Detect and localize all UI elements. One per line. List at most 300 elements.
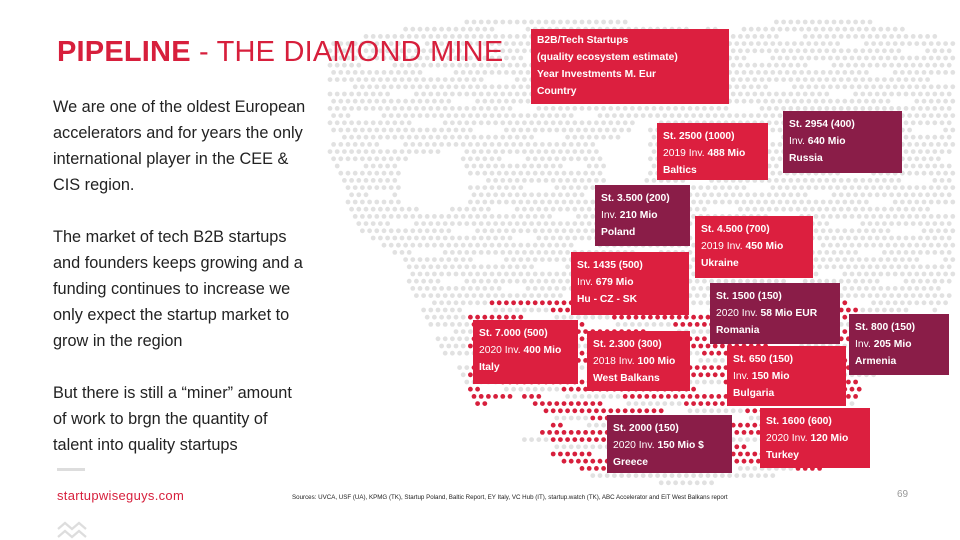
map-dot [940,178,945,183]
map-dot [486,394,491,399]
map-dot [583,315,588,320]
map-dot [868,48,873,53]
map-dot [338,171,343,176]
map-dot [554,430,559,435]
map-dot [418,272,423,277]
map-dot [864,185,869,190]
map-dot [911,135,916,140]
map-dot [936,113,941,118]
map-dot [774,178,779,183]
map-dot [630,120,635,125]
map-dot [900,56,905,61]
map-dot [630,106,635,111]
map-dot [684,113,689,118]
map-dot [497,315,502,320]
map-dot [580,336,585,341]
map-dot [904,250,909,255]
map-dot [529,192,534,197]
map-dot [835,70,840,75]
map-dot [410,27,415,32]
map-dot [583,444,588,449]
map-dot [526,214,531,219]
map-dot [493,149,498,154]
map-dot [526,128,531,133]
map-dot [436,77,441,82]
map-dot [839,48,844,53]
map-dot [598,401,603,406]
map-dot [562,300,567,305]
investment-value: 679 Mio [595,277,634,288]
map-dot [590,171,595,176]
map-dot [385,178,390,183]
map-dot [914,200,919,205]
map-dot [634,401,639,406]
map-dot [590,128,595,133]
map-dot [878,84,883,89]
map-dot [464,106,469,111]
map-dot [551,293,556,298]
map-dot [414,77,419,82]
map-dot [745,192,750,197]
map-dot [821,228,826,233]
map-dot [835,200,840,205]
map-dot [508,192,513,197]
map-dot [850,286,855,291]
map-dot [385,221,390,226]
map-dot [814,228,819,233]
map-dot [547,272,552,277]
map-dot [652,164,657,169]
map-dot [788,92,793,97]
map-dot [839,20,844,25]
map-dot [853,34,858,39]
map-dot [623,408,628,413]
map-dot [598,430,603,435]
map-dot [907,214,912,219]
map-dot [889,178,894,183]
map-dot [580,380,585,385]
map-dot [472,279,477,284]
map-dot [770,200,775,205]
map-dot [536,279,541,284]
map-dot [846,293,851,298]
map-dot [918,77,923,82]
map-dot [648,473,653,478]
map-dot [572,207,577,212]
map-dot [803,34,808,39]
map-dot [544,236,549,241]
map-dot [540,300,545,305]
map-dot [796,20,801,25]
investment-label: Inv. [741,308,758,319]
map-dot [594,437,599,442]
map-dot [457,120,462,125]
map-dot [551,178,556,183]
map-dot [536,164,541,169]
map-dot [360,70,365,75]
map-dot [911,293,916,298]
map-dot [558,221,563,226]
map-dot [522,293,527,298]
map-dot [457,135,462,140]
map-dot [889,264,894,269]
map-dot [572,120,577,125]
map-dot [925,293,930,298]
map-dot [914,56,919,61]
map-dot [900,84,905,89]
map-dot [864,41,869,46]
map-dot [914,214,919,219]
map-dot [850,401,855,406]
map-dot [932,48,937,53]
map-dot [850,99,855,104]
map-dot [504,272,509,277]
map-dot [875,236,880,241]
map-dot [526,300,531,305]
region-name: West Balkans [593,373,660,384]
map-dot [868,264,873,269]
map-dot [389,171,394,176]
map-dot [421,308,426,313]
map-dot [803,20,808,25]
map-dot [562,286,567,291]
map-dot [328,92,333,97]
map-dot [594,423,599,428]
map-dot [382,185,387,190]
map-dot [479,92,484,97]
map-dot [684,473,689,478]
map-dot [932,106,937,111]
map-dot [356,149,361,154]
map-dot [569,416,574,421]
map-dot [889,34,894,39]
map-dot [882,250,887,255]
map-dot [821,257,826,262]
map-dot [605,128,610,133]
map-dot [587,408,592,413]
map-dot [403,257,408,262]
map-dot [511,113,516,118]
map-dot [425,243,430,248]
map-dot [529,221,534,226]
map-dot [407,120,412,125]
investment-line [855,336,943,353]
map-dot [432,243,437,248]
map-dot [583,228,588,233]
map-dot [893,84,898,89]
map-dot [936,185,941,190]
map-dot [817,20,822,25]
map-dot [806,84,811,89]
map-dot [364,77,369,82]
map-dot [886,84,891,89]
map-dot [569,142,574,147]
map-dot [504,142,509,147]
map-dot [907,272,912,277]
map-dot [335,149,340,154]
map-dot [742,430,747,435]
map-dot [349,92,354,97]
map-dot [688,480,693,485]
map-dot [641,113,646,118]
investment-value: 450 Mio [745,241,784,252]
map-dot [360,171,365,176]
map-dot [598,459,603,464]
map-dot [896,92,901,97]
map-dot [817,264,822,269]
map-dot [371,92,376,97]
map-dot [482,286,487,291]
map-dot [734,430,739,435]
map-dot [529,178,534,183]
map-dot [904,149,909,154]
map-dot [504,257,509,262]
map-dot [785,41,790,46]
map-dot [868,308,873,313]
map-dot [792,200,797,205]
map-dot [508,164,513,169]
map-dot [364,120,369,125]
investment-value: 488 Mio [707,148,746,159]
map-dot [500,308,505,313]
map-dot [922,84,927,89]
map-dot [439,142,444,147]
map-dot [835,27,840,32]
map-dot [518,171,523,176]
map-dot [544,106,549,111]
map-dot [547,387,552,392]
map-dot [846,308,851,313]
map-dot [594,164,599,169]
map-dot [828,99,833,104]
map-dot [619,128,624,133]
map-dot [511,300,516,305]
map-dot [943,300,948,305]
map-dot [720,473,725,478]
map-dot [752,77,757,82]
map-dot [821,70,826,75]
map-dot [889,48,894,53]
map-dot [392,77,397,82]
map-dot [713,200,718,205]
map-dot [853,77,858,82]
map-dot [947,106,952,111]
map-dot [410,99,415,104]
map-dot [594,466,599,471]
map-dot [587,394,592,399]
map-dot [515,308,520,313]
website-link[interactable]: startupwiseguys.com [57,488,185,503]
map-dot [846,279,851,284]
region-box-ukraine [695,216,813,278]
investment-year: 2020 [479,345,502,356]
map-dot [461,113,466,118]
map-dot [878,56,883,61]
map-dot [475,185,480,190]
map-dot [799,84,804,89]
map-dot [832,192,837,197]
map-dot [472,77,477,82]
map-dot [515,77,520,82]
map-dot [425,315,430,320]
map-dot [497,272,502,277]
map-dot [745,437,750,442]
map-dot [889,92,894,97]
map-dot [929,171,934,176]
map-dot [698,185,703,190]
map-dot [929,243,934,248]
map-dot [702,408,707,413]
map-dot [799,56,804,61]
map-dot [443,322,448,327]
map-dot [781,48,786,53]
map-dot [619,113,624,118]
map-dot [580,192,585,197]
investment-label: Inv. [618,356,635,367]
map-dot [454,113,459,118]
market-paragraph: The market of tech B2B startups and founders keeps growing and a funding continues to increase we only expect the startup market to grow in the region [53,228,303,350]
map-dot [943,200,948,205]
map-dot [490,27,495,32]
map-dot [774,92,779,97]
map-dot [770,113,775,118]
map-dot [850,243,855,248]
map-dot [403,27,408,32]
map-dot [511,84,516,89]
map-dot [763,84,768,89]
map-dot [536,120,541,125]
map-dot [403,113,408,118]
map-dot [598,473,603,478]
map-dot [594,149,599,154]
map-dot [576,315,581,320]
map-dot [731,408,736,413]
map-dot [346,185,351,190]
map-dot [749,84,754,89]
map-dot [835,257,840,262]
map-dot [806,200,811,205]
map-dot [540,128,545,133]
map-dot [929,300,934,305]
map-dot [392,207,397,212]
region-box-greece [607,415,732,473]
map-dot [464,92,469,97]
map-dot [558,293,563,298]
chevron-up-icon [56,519,88,540]
map-dot [454,272,459,277]
map-dot [590,142,595,147]
map-dot [943,171,948,176]
map-dot [547,142,552,147]
map-dot [328,77,333,82]
map-dot [828,27,833,32]
map-dot [842,329,847,334]
map-dot [410,142,415,147]
map-dot [828,214,833,219]
map-dot [533,128,538,133]
map-dot [425,84,430,89]
map-dot [864,70,869,75]
map-dot [900,243,905,248]
map-dot [583,200,588,205]
map-dot [385,120,390,125]
map-dot [439,315,444,320]
map-dot [551,20,556,25]
map-dot [382,84,387,89]
map-dot [932,135,937,140]
map-dot [824,207,829,212]
map-dot [439,99,444,104]
map-dot [774,20,779,25]
map-dot [522,308,527,313]
map-dot [349,77,354,82]
map-dot [360,228,365,233]
map-dot [864,84,869,89]
map-dot [846,178,851,183]
map-dot [558,20,563,25]
map-dot [349,120,354,125]
map-dot [738,423,743,428]
map-dot [918,106,923,111]
map-dot [504,171,509,176]
map-dot [889,221,894,226]
map-dot [940,164,945,169]
map-dot [565,437,570,442]
map-dot [860,63,865,68]
map-dot [691,300,696,305]
map-dot [515,48,520,53]
map-dot [767,63,772,68]
map-dot [540,257,545,262]
map-dot [475,99,480,104]
map-dot [673,480,678,485]
map-dot [346,171,351,176]
map-dot [367,156,372,161]
map-dot [767,106,772,111]
map-dot [500,178,505,183]
map-dot [547,430,552,435]
map-dot [385,135,390,140]
map-dot [817,77,822,82]
map-dot [871,243,876,248]
map-dot [842,84,847,89]
map-dot [929,84,934,89]
map-dot [940,149,945,154]
map-dot [457,264,462,269]
map-dot [846,236,851,241]
map-dot [407,279,412,284]
map-dot [904,308,909,313]
map-dot [850,27,855,32]
map-dot [464,236,469,241]
map-dot [479,250,484,255]
map-dot [626,128,631,133]
map-dot [853,207,858,212]
map-dot [886,41,891,46]
map-dot [472,207,477,212]
startups-count: St. 1600 (600) [766,416,832,427]
map-dot [490,113,495,118]
map-dot [569,401,574,406]
map-dot [925,207,930,212]
map-dot [450,92,455,97]
map-dot [508,34,513,39]
map-dot [360,142,365,147]
map-dot [482,27,487,32]
region-box-baltics [657,123,768,180]
map-dot [868,178,873,183]
map-dot [709,394,714,399]
